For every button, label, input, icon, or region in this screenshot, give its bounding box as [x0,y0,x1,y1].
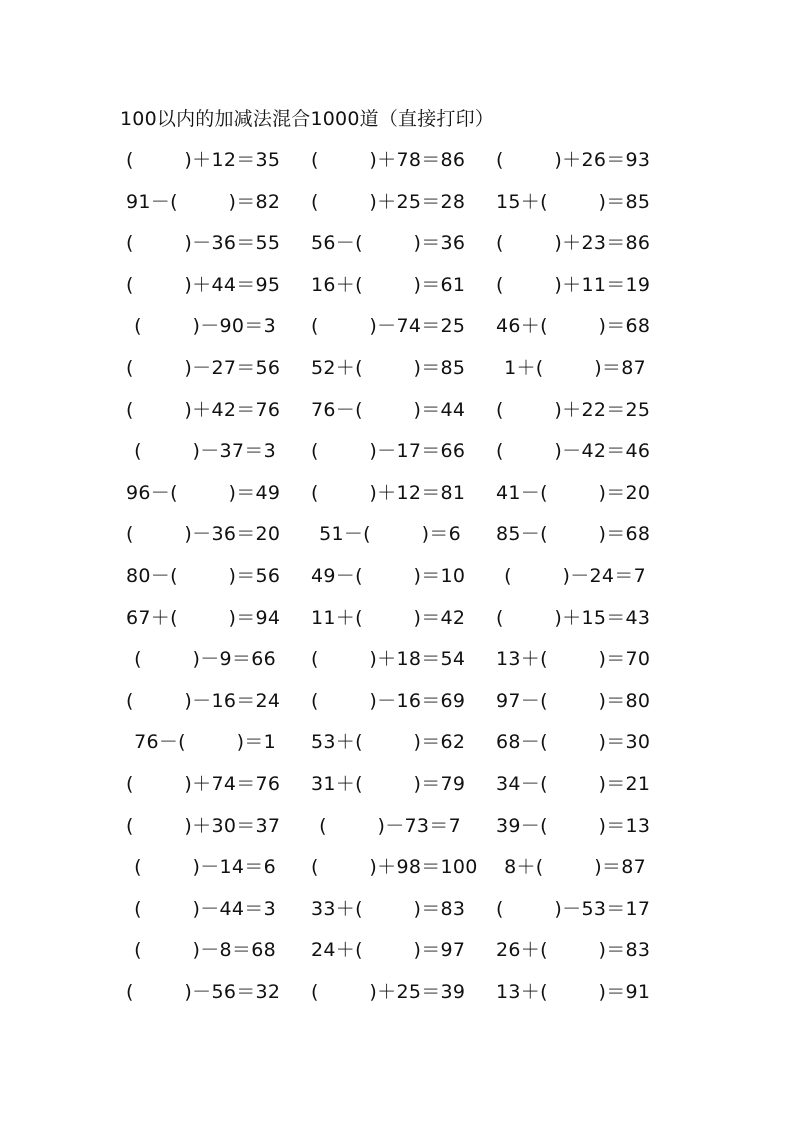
problem-item: ( )＋23＝86 [496,232,651,255]
problem-item: ( )＋26＝93 [496,149,651,171]
problem-item: 31＋( )＝79 [311,773,466,795]
problem-item: 52＋( )＝85 [311,357,466,379]
problem-item: 13＋( )＝70 [496,648,651,671]
problem-item: ( )－14＝6 [134,856,276,879]
problem-item: 51－( )＝6 [319,523,461,546]
problem-item: 34－( )＝21 [496,773,651,795]
problem-item: ( )＋30＝37 [126,814,281,837]
problem-item: 8＋( )＝87 [504,856,646,879]
problem-item: ( )－9＝66 [134,648,276,671]
problem-item: ( )＋25＝28 [311,190,466,213]
problem-item: ( )＋98＝100 [311,856,478,879]
problem-item: ( )－36＝55 [126,232,281,255]
problem-item: 76－( )＝44 [311,398,466,421]
problem-item: 67＋( )＝94 [126,606,281,629]
problem-item: ( )－42＝46 [496,440,651,463]
problem-item: ( )－24＝7 [504,565,646,587]
problem-item: ( )＋18＝54 [311,648,466,671]
problem-item: ( )－16＝24 [126,689,281,712]
problem-item: 11＋( )＝42 [311,606,466,629]
problem-item: ( )－8＝68 [134,939,276,962]
problem-item: ( )＋74＝76 [126,773,281,795]
problem-item: ( )＋44＝95 [126,273,281,296]
problem-item: 33＋( )＝83 [311,897,466,920]
problem-item: ( )－37＝3 [134,440,276,463]
problem-item: 49－( )＝10 [311,565,466,587]
problem-item: 68－( )＝30 [496,731,651,754]
problem-item: 85－( )＝68 [496,523,651,546]
problem-item: ( )－56＝32 [126,981,281,1003]
problem-item: ( )－17＝66 [311,440,466,463]
problem-item: ( )－16＝69 [311,689,466,712]
problem-item: 46＋( )＝68 [496,315,651,338]
problem-item: ( )＋25＝39 [311,981,466,1003]
problem-item: ( )＋22＝25 [496,398,651,421]
problem-item: ( )－74＝25 [311,315,466,338]
problem-item: ( )＋12＝35 [126,149,281,171]
problem-item: 26＋( )＝83 [496,939,651,962]
problem-item: 80－( )＝56 [126,565,281,587]
problem-item: ( )－27＝56 [126,357,281,379]
problem-item: 16＋( )＝61 [311,273,466,296]
page-title: 100以内的加减法混合1000道（直接打印） [120,108,495,130]
problem-item: 15＋( )＝85 [496,190,651,213]
problem-item: 53＋( )＝62 [311,731,466,754]
problem-item: ( )＋78＝86 [311,149,466,171]
problem-item: 91－( )＝82 [126,190,281,213]
problem-item: 56－( )＝36 [311,232,466,255]
problem-item: ( )－36＝20 [126,523,281,546]
problem-item: 97－( )＝80 [496,689,651,712]
problem-item: ( )－53＝17 [496,897,651,920]
problem-item: ( )－73＝7 [319,814,461,837]
problem-item: ( )－44＝3 [134,897,276,920]
problem-item: ( )＋15＝43 [496,606,651,629]
problem-item: 76－( )＝1 [134,731,276,754]
problem-item: 39－( )＝13 [496,814,651,837]
problem-item: ( )＋42＝76 [126,398,281,421]
problem-item: 41－( )＝20 [496,481,651,504]
problem-item: ( )＋11＝19 [496,273,651,296]
problem-item: 13＋( )＝91 [496,981,651,1003]
problem-item: 1＋( )＝87 [504,357,646,379]
problem-item: ( )＋12＝81 [311,481,466,504]
problem-item: 24＋( )＝97 [311,939,466,962]
problem-item: 96－( )＝49 [126,481,281,504]
problem-item: ( )－90＝3 [134,315,276,338]
